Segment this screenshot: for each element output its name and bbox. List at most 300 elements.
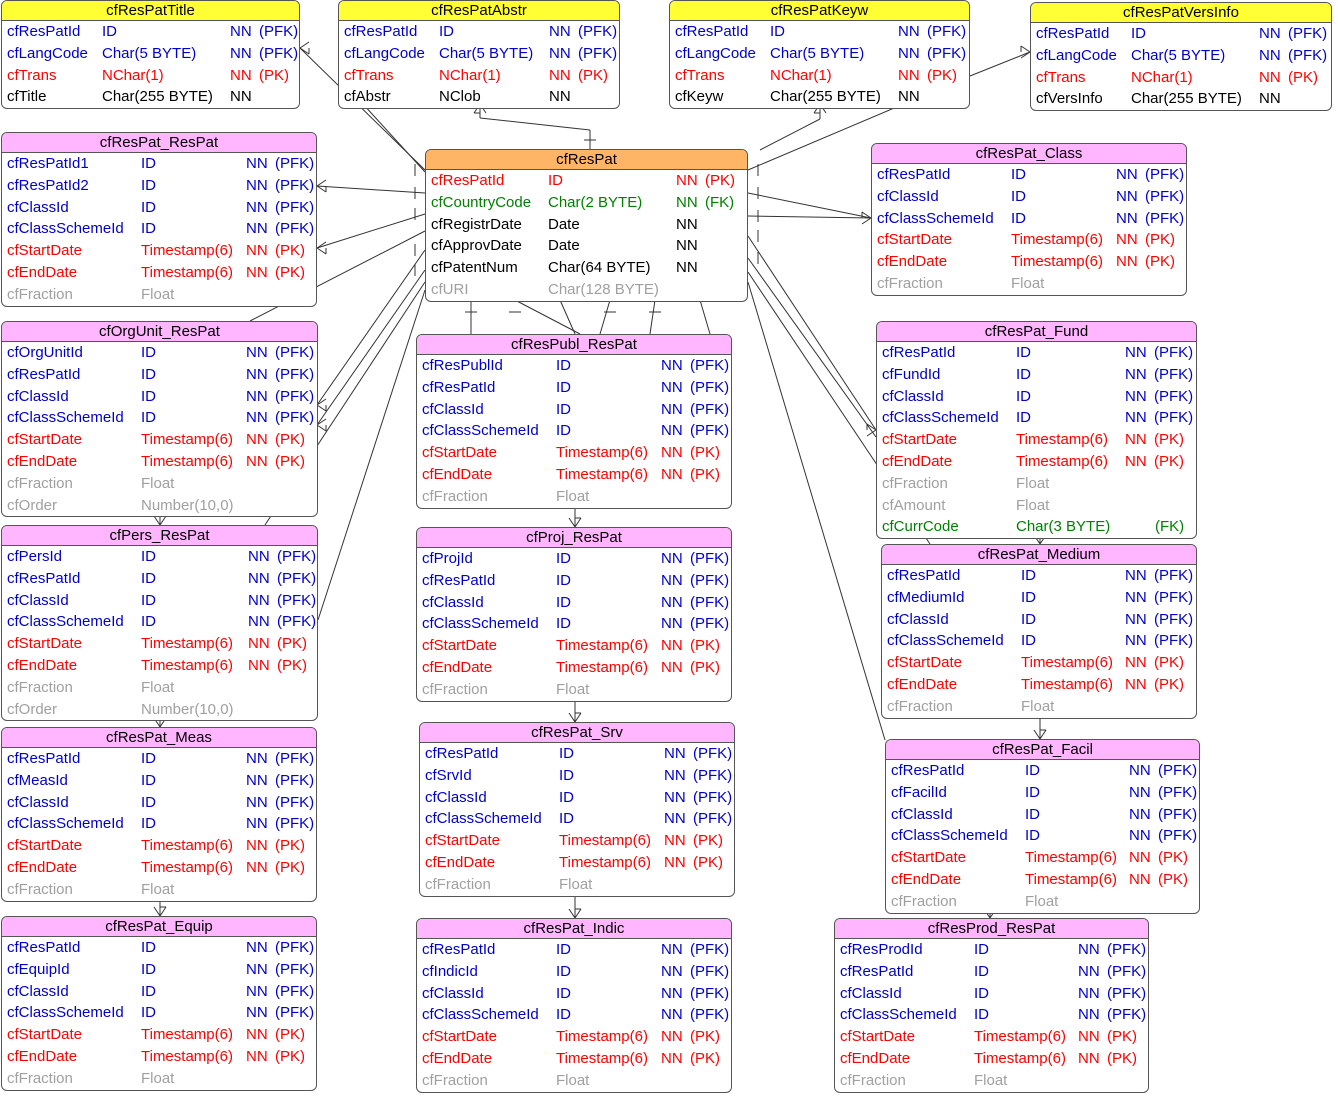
attribute-nullability: NN <box>661 615 683 633</box>
attribute-nullability: NN <box>661 465 683 483</box>
attribute-row <box>426 192 747 214</box>
attribute-nullability: NN <box>1125 365 1147 383</box>
attribute-key: (PFK) <box>1107 984 1147 1002</box>
entity-cfresprod-respat[interactable] <box>834 918 1149 1093</box>
relationship-line <box>748 216 871 218</box>
attribute-nullability: NN <box>661 1049 683 1067</box>
attribute-type: ID <box>141 387 156 405</box>
attribute-row <box>835 961 1148 983</box>
attribute-name: cfFraction <box>877 274 943 292</box>
entity-title: cfProj_ResPat <box>417 528 731 548</box>
attribute-type: ID <box>556 422 571 440</box>
attribute-name: cfFraction <box>840 1071 906 1089</box>
attribute-name: cfClassId <box>425 788 487 806</box>
attribute-key: (PK) <box>690 444 720 462</box>
attribute-row <box>2 197 316 219</box>
attribute-name: cfEndDate <box>422 1049 493 1067</box>
entity-cfrespat-indic[interactable] <box>416 918 732 1093</box>
attribute-nullability: NN <box>1259 25 1281 42</box>
entity-cfrespat-fund[interactable] <box>876 321 1197 539</box>
attribute-row <box>2 451 317 473</box>
attribute-row <box>417 613 731 635</box>
attribute-nullability: NN <box>664 745 686 762</box>
attribute-nullability: NN <box>1116 187 1138 205</box>
attribute-key: (PFK) <box>275 176 315 194</box>
crows-foot-marker <box>569 713 575 722</box>
attribute-type: ID <box>141 613 156 631</box>
attribute-type: NChar(1) <box>1131 68 1193 86</box>
attribute-row <box>670 43 969 65</box>
entity-cfpers-respat[interactable] <box>1 525 318 721</box>
attribute-row <box>2 218 316 240</box>
attribute-nullability: NN <box>1078 1049 1100 1067</box>
attribute-row <box>2 429 317 451</box>
entity-title: cfResPat_Facil <box>886 740 1199 760</box>
attribute-name: cfClassSchemeId <box>7 409 124 427</box>
attribute-type: ID <box>1011 187 1026 205</box>
attribute-name: cfResProdId <box>840 941 923 958</box>
attribute-type: Timestamp(6) <box>141 452 233 470</box>
attribute-row <box>835 939 1148 961</box>
attribute-row <box>882 587 1196 609</box>
crows-foot-marker <box>300 48 309 54</box>
attribute-row <box>426 214 747 236</box>
attribute-key: (PFK) <box>693 766 733 784</box>
attribute-row <box>2 342 317 364</box>
attribute-nullability: NN <box>246 409 268 427</box>
entity-title: cfResPat_Indic <box>417 919 731 939</box>
attribute-key: (PFK) <box>1154 387 1194 405</box>
entity-cforgunit-respat[interactable] <box>1 321 318 517</box>
crows-foot-marker <box>862 218 871 224</box>
attribute-nullability: NN <box>661 357 683 374</box>
attribute-nullability: NN <box>1125 610 1147 628</box>
attribute-row <box>2 43 299 65</box>
attribute-name: cfStartDate <box>7 431 83 449</box>
relationship-line <box>650 300 655 334</box>
entity-cfrespat-srv[interactable] <box>419 722 735 897</box>
attribute-nullability: NN <box>1129 783 1151 801</box>
attribute-row <box>417 486 731 508</box>
attribute-name: cfResPatId <box>891 762 965 779</box>
attribute-name: cfClassId <box>882 387 944 405</box>
attribute-row <box>2 835 316 857</box>
attribute-row <box>426 257 747 279</box>
attribute-key: (PFK) <box>1288 46 1328 64</box>
attribute-type: Char(255 BYTE) <box>1131 90 1242 108</box>
attribute-name: cfFraction <box>887 697 953 715</box>
attribute-key: (PFK) <box>578 23 618 40</box>
attribute-name: cfApprovDate <box>431 237 522 255</box>
attribute-nullability: NN <box>661 962 683 980</box>
attribute-name: cfResPatId <box>675 23 749 40</box>
attribute-type: ID <box>556 1006 571 1024</box>
attribute-nullability: NN <box>1078 984 1100 1002</box>
attribute-row <box>2 407 317 429</box>
entity-cfrespat-respat[interactable] <box>1 132 317 307</box>
attribute-nullability: NN <box>248 656 270 674</box>
attribute-key: (PK) <box>1158 849 1188 867</box>
attribute-row <box>2 792 316 814</box>
attribute-row <box>882 696 1196 718</box>
attribute-nullability: NN <box>549 44 571 62</box>
attribute-nullability: NN <box>1116 166 1138 183</box>
attribute-type: ID <box>141 548 156 565</box>
attribute-type: Timestamp(6) <box>141 431 233 449</box>
crows-foot-marker <box>160 516 166 525</box>
entity-cfrespatkeyw[interactable] <box>669 0 970 109</box>
attribute-row <box>877 516 1196 538</box>
attribute-key: (PFK) <box>275 1004 315 1022</box>
attribute-name: cfFraction <box>422 487 488 505</box>
attribute-type: ID <box>556 571 571 589</box>
relationship-line <box>515 300 580 334</box>
attribute-key: (PK) <box>275 1047 305 1065</box>
attribute-row <box>886 760 1199 782</box>
entity-cfrespubl-respat[interactable] <box>416 334 732 509</box>
attribute-type: Float <box>141 474 175 492</box>
attribute-type: Float <box>556 1071 590 1089</box>
attribute-nullability: NN <box>246 771 268 789</box>
attribute-name: cfResPatId1 <box>7 155 89 172</box>
crows-foot-marker <box>154 907 160 916</box>
attribute-nullability: NN <box>661 941 683 958</box>
attribute-nullability: NN <box>1078 1028 1100 1046</box>
entity-title: cfResPat_Fund <box>877 322 1196 342</box>
attribute-type: ID <box>1021 610 1036 628</box>
relationship-line <box>560 300 575 334</box>
relationship-line <box>480 118 590 130</box>
attribute-name: cfStartDate <box>887 654 963 672</box>
attribute-key: (PFK) <box>1154 344 1194 361</box>
attribute-nullability: NN <box>1078 941 1100 958</box>
attribute-key: (PFK) <box>690 615 730 633</box>
attribute-type: ID <box>1016 409 1031 427</box>
attribute-key: (PFK) <box>927 44 967 62</box>
attribute-name: cfFraction <box>7 678 73 696</box>
attribute-key: (PK) <box>1154 431 1184 449</box>
attribute-nullability: NN <box>1129 805 1151 823</box>
attribute-type: Timestamp(6) <box>141 837 233 855</box>
attribute-name: cfClassId <box>887 610 949 628</box>
attribute-name: cfResPatId <box>882 344 956 361</box>
attribute-key: (PK) <box>690 658 720 676</box>
attribute-type: Float <box>556 680 590 698</box>
attribute-type: Float <box>1016 496 1050 514</box>
entity-title: cfResPatKeyw <box>670 1 969 21</box>
attribute-key: (PFK) <box>275 409 315 427</box>
attribute-name: cfEndDate <box>7 656 78 674</box>
entity-title: cfResPat_Equip <box>2 917 316 937</box>
attribute-row <box>417 399 731 421</box>
attribute-row <box>882 652 1196 674</box>
attribute-type: ID <box>556 400 571 418</box>
attribute-key: (PFK) <box>693 788 733 806</box>
attribute-key: (PFK) <box>277 591 317 609</box>
attribute-name: cfFraction <box>422 680 488 698</box>
entity-cfrespattitle[interactable] <box>1 0 300 109</box>
attribute-key: (PFK) <box>275 982 315 1000</box>
attribute-nullability: NN <box>246 1047 268 1065</box>
attribute-row <box>835 1026 1148 1048</box>
attribute-row <box>417 548 731 570</box>
attribute-key: (PFK) <box>275 939 315 956</box>
attribute-name: cfEquipId <box>7 960 70 978</box>
attribute-row <box>2 386 317 408</box>
attribute-row <box>2 1002 316 1024</box>
attribute-type: Timestamp(6) <box>1011 231 1103 249</box>
attribute-name: cfStartDate <box>840 1028 916 1046</box>
attribute-type: Char(64 BYTE) <box>548 259 651 277</box>
attribute-row <box>2 655 317 677</box>
attribute-row <box>2 1068 316 1090</box>
attribute-name: cfFraction <box>7 880 73 898</box>
attribute-name: cfClassSchemeId <box>422 615 539 633</box>
entity-title: cfResPatTitle <box>2 1 299 21</box>
attribute-name: cfFraction <box>891 892 957 910</box>
crows-foot-marker <box>317 399 326 405</box>
attribute-nullability: NN <box>549 88 571 106</box>
attribute-row <box>877 495 1196 517</box>
attribute-nullability: NN <box>661 378 683 396</box>
attribute-type: ID <box>141 155 156 172</box>
attribute-row <box>2 262 316 284</box>
attribute-row <box>872 208 1186 230</box>
attribute-name: cfLangCode <box>675 44 756 62</box>
attribute-nullability: NN <box>246 1026 268 1044</box>
attribute-key: (PK) <box>275 858 305 876</box>
attribute-nullability: NN <box>661 571 683 589</box>
attribute-row <box>2 699 317 721</box>
entity-title: cfResPat_Medium <box>882 545 1196 565</box>
relationship-line <box>318 290 425 620</box>
entity-cfrespat[interactable] <box>425 149 748 302</box>
attribute-type: ID <box>1021 588 1036 606</box>
attribute-key: (PK) <box>1154 654 1184 672</box>
entity-cfrespatabstr[interactable] <box>338 0 620 109</box>
attribute-key: (PFK) <box>690 941 730 958</box>
attribute-key: (PFK) <box>1154 632 1194 650</box>
attribute-key: (PK) <box>275 1026 305 1044</box>
attribute-name: cfLangCode <box>7 44 88 62</box>
attribute-nullability: NN <box>661 593 683 611</box>
attribute-name: cfClassSchemeId <box>840 1006 957 1024</box>
attribute-nullability: NN <box>676 172 698 189</box>
attribute-type: Float <box>141 1069 175 1087</box>
attribute-row <box>886 825 1199 847</box>
attribute-row <box>872 164 1186 186</box>
attribute-name: cfOrder <box>7 496 58 514</box>
attribute-name: cfFraction <box>422 1071 488 1089</box>
attribute-nullability: NN <box>246 982 268 1000</box>
attribute-type: ID <box>556 593 571 611</box>
attribute-nullability: NN <box>676 259 698 277</box>
attribute-key: (PK) <box>275 263 305 281</box>
attribute-name: cfResPatId <box>7 23 81 40</box>
entity-cfrespat-medium[interactable] <box>881 544 1197 719</box>
attribute-name: cfTrans <box>1036 68 1086 86</box>
attribute-nullability: NN <box>248 569 270 587</box>
attribute-nullability: NN <box>1129 827 1151 845</box>
attribute-name: cfClassSchemeId <box>7 613 124 631</box>
attribute-row <box>417 1004 731 1026</box>
attribute-key: (PFK) <box>1145 166 1185 183</box>
attribute-nullability: NN <box>1129 762 1151 779</box>
attribute-nullability: NN <box>898 88 920 106</box>
attribute-type: Timestamp(6) <box>556 465 648 483</box>
attribute-nullability: NN <box>246 837 268 855</box>
attribute-nullability: NN <box>676 237 698 255</box>
entity-cfrespat-meas[interactable] <box>1 727 317 902</box>
entity-cfrespat-class[interactable] <box>871 143 1187 296</box>
attribute-key: (PK) <box>277 635 307 653</box>
attribute-row <box>877 473 1196 495</box>
attribute-nullability: NN <box>664 832 686 850</box>
attribute-nullability: NN <box>246 242 268 260</box>
attribute-row <box>2 937 316 959</box>
relationship-line <box>600 300 610 334</box>
attribute-key: (PFK) <box>693 810 733 828</box>
attribute-row <box>877 451 1196 473</box>
attribute-nullability: NN <box>1129 870 1151 888</box>
attribute-nullability: NN <box>246 387 268 405</box>
crows-foot-marker <box>317 248 326 254</box>
attribute-type: ID <box>141 960 156 978</box>
attribute-name: cfPersId <box>7 548 63 565</box>
attribute-key: (PFK) <box>1107 941 1147 958</box>
attribute-name: cfClassId <box>7 982 69 1000</box>
attribute-name: cfProjId <box>422 550 473 567</box>
attribute-name: cfCurrCode <box>882 518 959 536</box>
attribute-row <box>670 86 969 108</box>
attribute-type: Timestamp(6) <box>1021 675 1113 693</box>
attribute-type: ID <box>141 1004 156 1022</box>
attribute-row <box>1031 67 1331 89</box>
relationship-line <box>748 282 885 740</box>
attribute-name: cfResPatId <box>422 571 496 589</box>
attribute-type: Timestamp(6) <box>559 832 651 850</box>
crows-foot-marker <box>1034 730 1040 739</box>
attribute-name: cfURI <box>431 280 469 298</box>
attribute-type: ID <box>102 23 117 40</box>
attribute-type: NChar(1) <box>770 66 832 84</box>
attribute-row <box>2 153 316 175</box>
attribute-key: (PK) <box>1288 68 1318 86</box>
attribute-name: cfFraction <box>7 1069 73 1087</box>
attribute-name: cfFraction <box>882 474 948 492</box>
attribute-type: ID <box>974 941 989 958</box>
attribute-row <box>417 679 731 701</box>
attribute-key: (PK) <box>259 66 289 84</box>
attribute-type: Timestamp(6) <box>141 263 233 281</box>
attribute-row <box>339 43 619 65</box>
attribute-nullability: NN <box>1125 387 1147 405</box>
crows-foot-marker <box>569 909 575 918</box>
attribute-key: (PK) <box>690 1049 720 1067</box>
attribute-key: (PFK) <box>1145 209 1185 227</box>
attribute-name: cfClassId <box>7 793 69 811</box>
attribute-type: ID <box>556 962 571 980</box>
attribute-nullability: NN <box>246 452 268 470</box>
attribute-row <box>2 86 299 108</box>
entity-title: cfResPat <box>426 150 747 170</box>
entity-title: cfResProd_ResPat <box>835 919 1148 939</box>
attribute-key: (PFK) <box>1145 187 1185 205</box>
attribute-row <box>417 635 731 657</box>
attribute-key: (PK) <box>1154 675 1184 693</box>
attribute-type: Char(2 BYTE) <box>548 193 643 211</box>
attribute-key: (PFK) <box>690 571 730 589</box>
attribute-type: ID <box>556 357 571 374</box>
attribute-key: (PK) <box>690 465 720 483</box>
attribute-key: (PFK) <box>1154 365 1194 383</box>
attribute-type: ID <box>1016 344 1031 361</box>
relationship-line <box>317 186 425 193</box>
attribute-nullability: NN <box>1125 675 1147 693</box>
attribute-type: Timestamp(6) <box>1016 452 1108 470</box>
attribute-nullability: NN <box>898 44 920 62</box>
attribute-type: ID <box>556 984 571 1002</box>
attribute-row <box>1031 45 1331 67</box>
attribute-key: (PK) <box>690 1028 720 1046</box>
attribute-name: cfClassId <box>877 187 939 205</box>
entity-cfproj-respat[interactable] <box>416 527 732 702</box>
attribute-row <box>835 1004 1148 1026</box>
attribute-row <box>420 743 734 765</box>
attribute-name: cfClassId <box>422 593 484 611</box>
attribute-key: (PFK) <box>1107 962 1147 980</box>
attribute-nullability: NN <box>898 23 920 40</box>
attribute-row <box>886 891 1199 913</box>
attribute-key: (PFK) <box>690 962 730 980</box>
attribute-name: cfTitle <box>7 88 47 106</box>
attribute-type: ID <box>770 23 785 40</box>
attribute-type: ID <box>141 771 156 789</box>
entity-cfrespat-equip[interactable] <box>1 916 317 1091</box>
attribute-key: (PFK) <box>275 750 315 767</box>
attribute-row <box>426 235 747 257</box>
crows-foot-marker <box>317 419 326 425</box>
attribute-row <box>417 983 731 1005</box>
attribute-key: (PFK) <box>275 344 315 361</box>
attribute-nullability: NN <box>246 263 268 281</box>
attribute-type: Timestamp(6) <box>141 656 233 674</box>
attribute-key: (PFK) <box>275 220 315 238</box>
attribute-type: Char(5 BYTE) <box>439 44 534 62</box>
attribute-key: (PFK) <box>277 569 317 587</box>
attribute-nullability: NN <box>246 815 268 833</box>
attribute-key: (PFK) <box>1107 1006 1147 1024</box>
attribute-row <box>2 21 299 43</box>
entity-cfrespatversinfo[interactable] <box>1030 2 1332 111</box>
attribute-name: cfClassSchemeId <box>7 220 124 238</box>
attribute-row <box>886 782 1199 804</box>
attribute-nullability: NN <box>246 220 268 238</box>
attribute-name: cfResPublId <box>422 357 503 374</box>
attribute-key: (PFK) <box>275 771 315 789</box>
attribute-type: ID <box>559 788 574 806</box>
attribute-nullability: NN <box>1125 452 1147 470</box>
attribute-name: cfStartDate <box>877 231 953 249</box>
attribute-name: cfResPatId <box>344 23 418 40</box>
attribute-key: (PK) <box>1145 253 1175 271</box>
attribute-name: cfResPatId <box>7 569 81 587</box>
entity-cfrespat-facil[interactable] <box>885 739 1200 914</box>
attribute-name: cfResPatId <box>422 378 496 396</box>
attribute-key: (PFK) <box>1154 567 1194 584</box>
attribute-key: (PK) <box>277 656 307 674</box>
attribute-type: ID <box>141 569 156 587</box>
